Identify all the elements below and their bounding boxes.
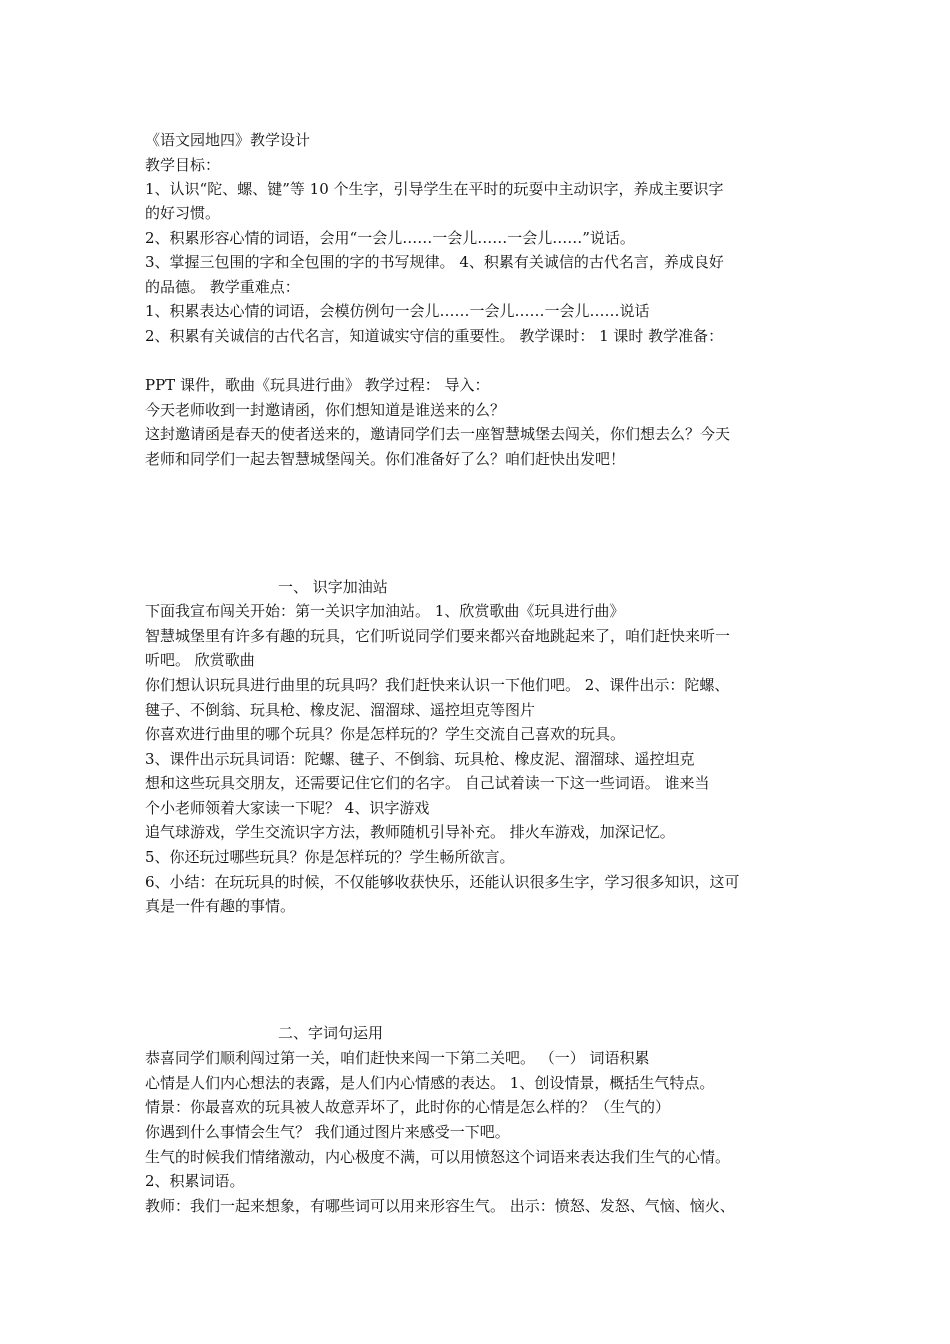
section-2-line-7: 教师：我们一起来想象，有哪些词可以用来形容生气。 出示：愤怒、发怒、气恼、恼火、 <box>145 1197 735 1215</box>
section-2-line-4: 你遇到什么事情会生气？ 我们通过图片来感受一下吧。 <box>145 1123 510 1141</box>
section-1-line-12: 6、小结：在玩玩具的时候，不仅能够收获快乐，还能认识很多生字，学习很多知识，这可 <box>145 873 740 891</box>
section-2-line-3: 情景：你最喜欢的玩具被人故意弄坏了，此时你的心情是怎么样的？（生气的） <box>145 1098 671 1116</box>
key-point-1: 1、积累表达心情的词语，会模仿例句一会儿……一会儿……一会儿……说话 <box>145 302 650 320</box>
objective-1-line-1: 1、认识“陀、螺、键”等 10 个生字，引导学生在平时的玩耍中主动识字，养成主要识字 <box>145 180 724 198</box>
teaching-prep: PPT 课件，歌曲《玩具进行曲》 教学过程： 导入： <box>145 376 490 394</box>
objective-3-line-2: 的品德。 教学重难点： <box>145 278 300 296</box>
objectives-heading: 教学目标： <box>145 156 221 174</box>
section-2-line-2: 心情是人们内心想法的表露，是人们内心情感的表达。 1、创设情景，概括生气特点。 <box>145 1074 715 1092</box>
section-1-line-6: 你喜欢进行曲里的哪个玩具？你是怎样玩的？学生交流自己喜欢的玩具。 <box>145 725 626 743</box>
section-1-line-4: 你们想认识玩具进行曲里的玩具吗？我们赶快来认识一下他们吧。 2、课件出示：陀螺、 <box>145 676 730 694</box>
section-1-line-1: 下面我宣布闯关开始：第一关识字加油站。 1、欣赏歌曲《玩具进行曲》 <box>145 602 625 620</box>
objective-1-line-2: 的好习惯。 <box>145 204 221 222</box>
objective-2: 2、积累形容心情的词语，会用“一会儿……一会儿……一会儿……”说话。 <box>145 229 635 247</box>
document-title: 《语文园地四》教学设计 <box>145 131 311 149</box>
intro-paragraph-2-line-2: 老师和同学们一起去智慧城堡闯关。你们准备好了么？咱们赶快出发吧！ <box>145 450 626 468</box>
section-1-line-7: 3、课件出示玩具词语：陀螺、毽子、不倒翁、玩具枪、橡皮泥、溜溜球、遥控坦克 <box>145 750 695 768</box>
section-1-line-5: 毽子、不倒翁、玩具枪、橡皮泥、溜溜球、遥控坦克等图片 <box>145 701 536 719</box>
intro-paragraph-1: 今天老师收到一封邀请函，你们想知道是谁送来的么？ <box>145 401 506 419</box>
section-1-line-10: 追气球游戏，学生交流识字方法，教师随机引导补充。 排火车游戏，加深记忆。 <box>145 823 675 841</box>
section-1-line-8: 想和这些玩具交朋友，还需要记住它们的名字。 自己试着读一下这一些词语。 谁来当 <box>145 774 710 792</box>
section-1-line-3: 听吧。 欣赏歌曲 <box>145 651 255 669</box>
section-1-line-11: 5、你还玩过哪些玩具？你是怎样玩的？学生畅所欲言。 <box>145 848 515 866</box>
section-2-heading: 二、字词句运用 <box>278 1024 384 1042</box>
section-1-line-2: 智慧城堡里有许多有趣的玩具，它们听说同学们要来都兴奋地跳起来了，咱们赶快来听一 <box>145 627 731 645</box>
section-2-line-5: 生气的时候我们情绪激动，内心极度不满，可以用愤怒这个词语来表达我们生气的心情。 <box>145 1148 731 1166</box>
section-2-line-1: 恭喜同学们顺利闯过第一关，咱们赶快来闯一下第二关吧。 （一） 词语积累 <box>145 1049 650 1067</box>
objective-3-line-1: 3、掌握三包围的字和全包围的字的书写规律。 4、积累有关诚信的古代名言，养成良好 <box>145 253 724 271</box>
section-1-line-9: 个小老师领着大家读一下呢？ 4、识字游戏 <box>145 799 430 817</box>
intro-paragraph-2-line-1: 这封邀请函是春天的使者送来的，邀请同学们去一座智慧城堡去闯关，你们想去么？今天 <box>145 425 731 443</box>
section-1-heading: 一、 识字加油站 <box>278 578 388 596</box>
section-1-line-13: 真是一件有趣的事情。 <box>145 897 296 915</box>
section-2-line-6: 2、积累词语。 <box>145 1172 245 1190</box>
key-point-2: 2、积累有关诚信的古代名言，知道诚实守信的重要性。 教学课时： 1 课时 教学准备： <box>145 327 724 345</box>
